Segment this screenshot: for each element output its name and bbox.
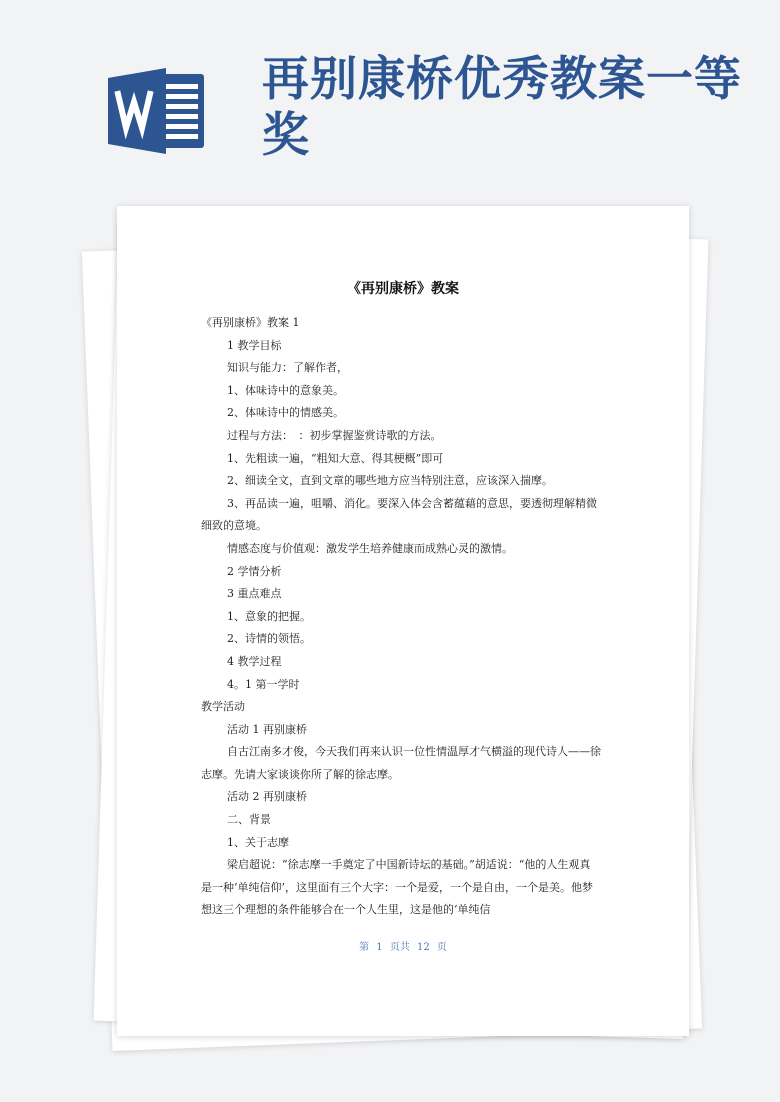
word-icon	[108, 68, 208, 154]
document-paragraph: 过程与方法： ：初步掌握鉴赏诗歌的方法。	[227, 428, 442, 442]
document-paragraph: 情感态度与价值观：激发学生培养健康而成熟心灵的激情。	[227, 541, 513, 555]
document-page	[117, 206, 689, 1036]
document-paragraph: 3 重点难点	[227, 587, 282, 601]
document-body	[201, 312, 601, 922]
document-paragraph: 3、再品读一遍，咀嚼、消化。要深入体会含蓄蕴藉的意思，要透彻理解精微细致的意境。	[201, 496, 597, 533]
page-footer: 第 1 页共 12 页	[359, 942, 447, 953]
document-paragraph: 1、先粗读一遍，“粗知大意、得其梗概”即可	[227, 451, 444, 465]
document-paragraph: 教学活动	[201, 700, 245, 714]
document-paragraph: 梁启超说：“徐志摩一手奠定了中国新诗坛的基础。”胡适说：“他的人生观真是一种‘单纯信仰’，这里面有三个大字：一个是爱，一个是自由，一个是美。他梦想这三个理想的条件能够合在一个人生里，这是他的‘单纯信	[201, 858, 593, 917]
document-paragraph: 自古江南多才俊，今天我们再来认识一位性情温厚才气横溢的现代诗人——徐志摩。先请大家谈谈你所了解的徐志摩。	[201, 745, 601, 781]
document-paragraph: 二、背景	[227, 813, 271, 827]
document-paragraph: 1、意象的把握。	[227, 609, 311, 623]
document-paragraph: 1、关于志摩	[227, 835, 289, 849]
document-heading: 《再别康桥》教案	[347, 281, 459, 297]
document-paragraph: 活动 1 再别康桥	[227, 722, 307, 736]
document-paragraph: 1、体味诗中的意象美。	[227, 383, 344, 397]
document-paragraph: 2 学情分析	[227, 564, 282, 578]
document-paragraph: 4。1 第一学时	[227, 677, 300, 691]
document-paragraph: 1 教学目标	[227, 338, 282, 352]
document-paragraph: 4 教学过程	[227, 654, 282, 668]
document-paragraph: 2、诗情的领悟。	[227, 632, 311, 646]
page-title: 再别康桥优秀教案一等奖	[262, 52, 742, 163]
document-paragraph: 《再别康桥》教案 1	[201, 316, 300, 329]
document-paragraph: 活动 2 再别康桥	[227, 790, 307, 804]
document-paragraph: 知识与能力：了解作者，	[227, 361, 348, 375]
document-paragraph: 2、细读全文，直到文章的哪些地方应当特别注意，应该深入揣摩。	[227, 474, 553, 488]
document-paragraph: 2、体味诗中的情感美。	[227, 406, 344, 420]
